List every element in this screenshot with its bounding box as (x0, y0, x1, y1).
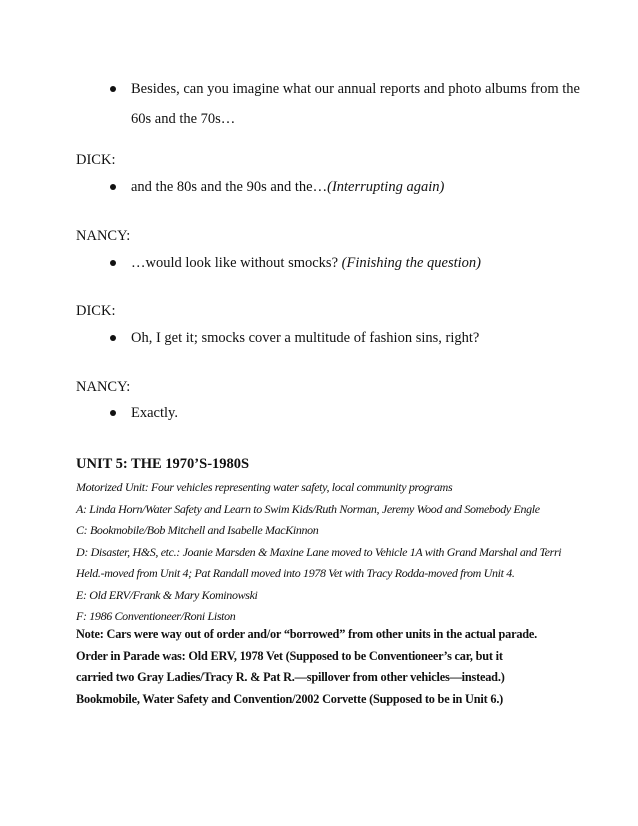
bullet-dot (110, 335, 116, 341)
dialogue-bullet (110, 323, 580, 353)
dialogue-bullet (110, 398, 580, 428)
note-line: carried two Gray Ladies/Tracy R. & Pat R.—spillover from other vehicles—instead.) (76, 670, 505, 684)
bullet-text: Oh, I get it; smocks cover a multitude of fashion sins, right? (131, 330, 480, 346)
speaker-label: DICK: (76, 152, 116, 168)
unit-line: C: Bookmobile/Bob Mitchell and Isabelle MacKinnon (76, 523, 319, 537)
bullet-text: and the 80s and the 90s and the… (131, 179, 328, 195)
speaker-label: NANCY: (76, 379, 131, 395)
unit-line: E: Old ERV/Frank & Mary Kominowski (76, 587, 258, 602)
dialogue-bullet (110, 74, 580, 134)
unit-line: Held.-moved from Unit 4; Pat Randall moved into 1978 Vet with Tracy Rodda-moved from Unit 4. (76, 566, 515, 580)
unit-heading: UNIT 5: THE 1970’S-1980S (76, 456, 250, 472)
bullet-dot (110, 260, 116, 266)
unit-line: F: 1986 Conventioneer/Roni Liston (76, 609, 236, 623)
note-line: Note: Cars were way out of order and/or “borrowed” from other units in the actual parade. (76, 627, 538, 641)
stage-direction: (Finishing the question) (341, 255, 481, 271)
dialogue-bullet (110, 172, 580, 202)
bullet-text: …would look like without smocks? (131, 255, 342, 271)
speaker-label: NANCY: (76, 228, 131, 244)
bullet-text: Exactly. (131, 405, 178, 421)
note-line: Bookmobile, Water Safety and Convention/2002 Corvette (Supposed to be in Unit 6.) (76, 691, 504, 706)
note-line: Order in Parade was: Old ERV, 1978 Vet (Supposed to be Conventioneer’s car, but it (76, 648, 503, 663)
unit-line: A: Linda Horn/Water Safety and Learn to Swim Kids/Ruth Norman, Jeremy Wood and Somebody Engle (76, 501, 540, 516)
stage-direction: (Interrupting again) (327, 179, 445, 195)
bullet-text: Besides, can you imagine what our annual reports and photo albums from the 60s and the 70s… (131, 81, 580, 127)
unit-vehicle-list (76, 477, 596, 628)
dialogue-bullet (110, 248, 580, 278)
bullet-dot (110, 184, 116, 190)
parade-note (76, 624, 596, 710)
bullet-dot (110, 410, 116, 416)
unit-line: Motorized Unit: Four vehicles representing water safety, local community programs (76, 480, 453, 494)
speaker-label: DICK: (76, 303, 116, 319)
unit-line: D: Disaster, H&S, etc.: Joanie Marsden & Maxine Lane moved to Vehicle 1A with Grand Marshal and Terri (76, 544, 562, 559)
bullet-dot (110, 86, 116, 92)
